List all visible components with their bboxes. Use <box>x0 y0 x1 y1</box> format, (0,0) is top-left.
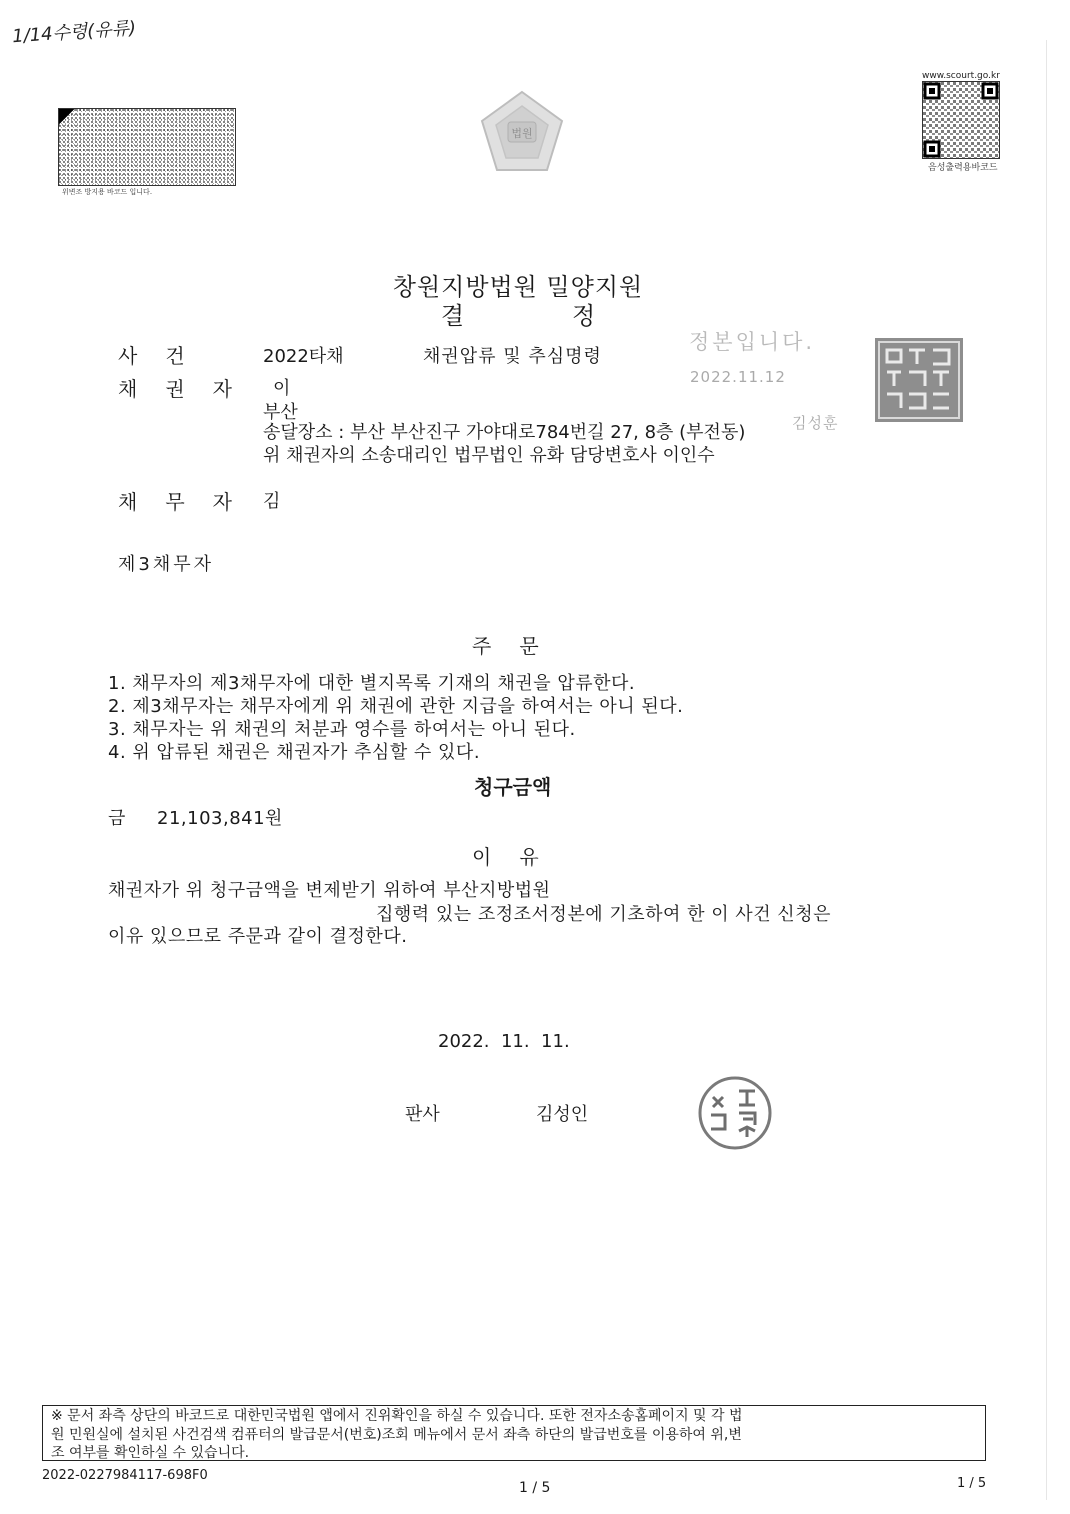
reason-heading: 이유 <box>472 845 567 869</box>
order-item-1: 1. 채무자의 제3채무자에 대한 별지목록 기재의 채권을 압류한다. <box>108 673 636 694</box>
court-emblem-text: 법원 <box>511 127 533 140</box>
page-number-right: 1 / 5 <box>957 1476 987 1491</box>
notice-line-2: 원 민원실에 설치된 사건검색 컴퓨터의 발급문서(번호)조회 메뉴에서 문서 좌측 하단의 발급번호를 이용하여 위,변 <box>51 1426 742 1443</box>
creditor-agent: 위 채권자의 소송대리인 법무법인 유화 담당변호사 이인수 <box>263 445 715 466</box>
qr-caption: 음성출력용바코드 <box>928 163 998 173</box>
court-emblem <box>472 88 572 178</box>
page-number-center: 1 / 5 <box>519 1480 551 1496</box>
judge-name: 김성인 <box>536 1104 589 1125</box>
qr-code-icon <box>923 82 999 158</box>
order-item-3: 3. 채무자는 위 채권의 처분과 영수를 하여서는 아니 된다. <box>108 719 576 740</box>
case-label: 사건 <box>118 344 213 368</box>
judge-seal <box>697 1075 773 1151</box>
delivery-address: 송달장소 : 부산 부산진구 가야대로784번길 27, 8층 (부전동) <box>263 422 746 443</box>
qr-url: www.scourt.go.kr <box>922 71 1000 81</box>
claim-label: 금 <box>108 808 126 829</box>
security-barcode-caption: 위변조 방지용 바코드 입니다. <box>62 188 153 196</box>
decision-date: 2022. 11. 11. <box>438 1031 570 1052</box>
court-clerk-seal <box>873 336 965 424</box>
notice-line-3: 조 여부를 확인하실 수 있습니다. <box>51 1445 250 1461</box>
claim-amount: 21,103,841원 <box>157 808 283 829</box>
case-number: 2022타채 <box>263 346 344 367</box>
court-emblem-icon <box>472 88 572 178</box>
security-barcode-pattern <box>59 109 235 185</box>
round-seal-icon <box>697 1075 773 1151</box>
issue-number: 2022-0227984117-698F0 <box>42 1468 208 1483</box>
notice-line-1: ※ 문서 좌측 상단의 바코드로 대한민국법원 앱에서 진위확인을 하실 수 있습니다. 또한 전자소송홈페이지 및 각 법 <box>51 1408 743 1424</box>
order-item-4: 4. 위 압류된 채권은 채권자가 추심할 수 있다. <box>108 742 481 763</box>
scan-edge-line <box>1046 40 1047 1500</box>
certified-copy-date: 2022.11.12 <box>690 368 786 386</box>
square-seal-icon <box>873 336 965 424</box>
reason-line-2: 집행력 있는 조정조서정본에 기초하여 한 이 사건 신청은 <box>376 904 831 925</box>
order-heading: 주문 <box>472 634 567 658</box>
reason-line-3: 이유 있으므로 주문과 같이 결정한다. <box>108 926 408 947</box>
security-barcode <box>58 108 236 186</box>
order-item-2: 2. 제3채무자는 채무자에게 위 채권에 관한 지급을 하여서는 아니 된다. <box>108 696 684 717</box>
creditor-address: 부산 <box>263 402 298 423</box>
creditor-name: 이 <box>273 378 291 399</box>
document-type: 결정 <box>440 302 704 330</box>
creditor-label: 채권자 <box>118 377 260 401</box>
verification-notice <box>42 1405 986 1461</box>
voice-qr-code <box>922 81 1000 159</box>
judge-label: 판사 <box>405 1104 440 1125</box>
reason-line-1: 채권자가 위 청구금액을 변제받기 위하여 부산지방법원 <box>108 880 551 901</box>
claim-heading: 청구금액 <box>474 775 552 799</box>
certified-copy-stamp: 정본입니다. <box>689 330 816 354</box>
court-name: 창원지방법원 밀양지원 <box>392 273 644 301</box>
case-name: 채권압류 및 추심명령 <box>423 346 602 367</box>
debtor-name: 김 <box>263 491 281 512</box>
handwritten-note: 1/14수령(유류) <box>11 17 137 48</box>
debtor-label: 채무자 <box>118 490 260 514</box>
clerk-name: 김성훈 <box>792 414 839 432</box>
third-debtor-label: 제3채무자 <box>118 554 215 575</box>
